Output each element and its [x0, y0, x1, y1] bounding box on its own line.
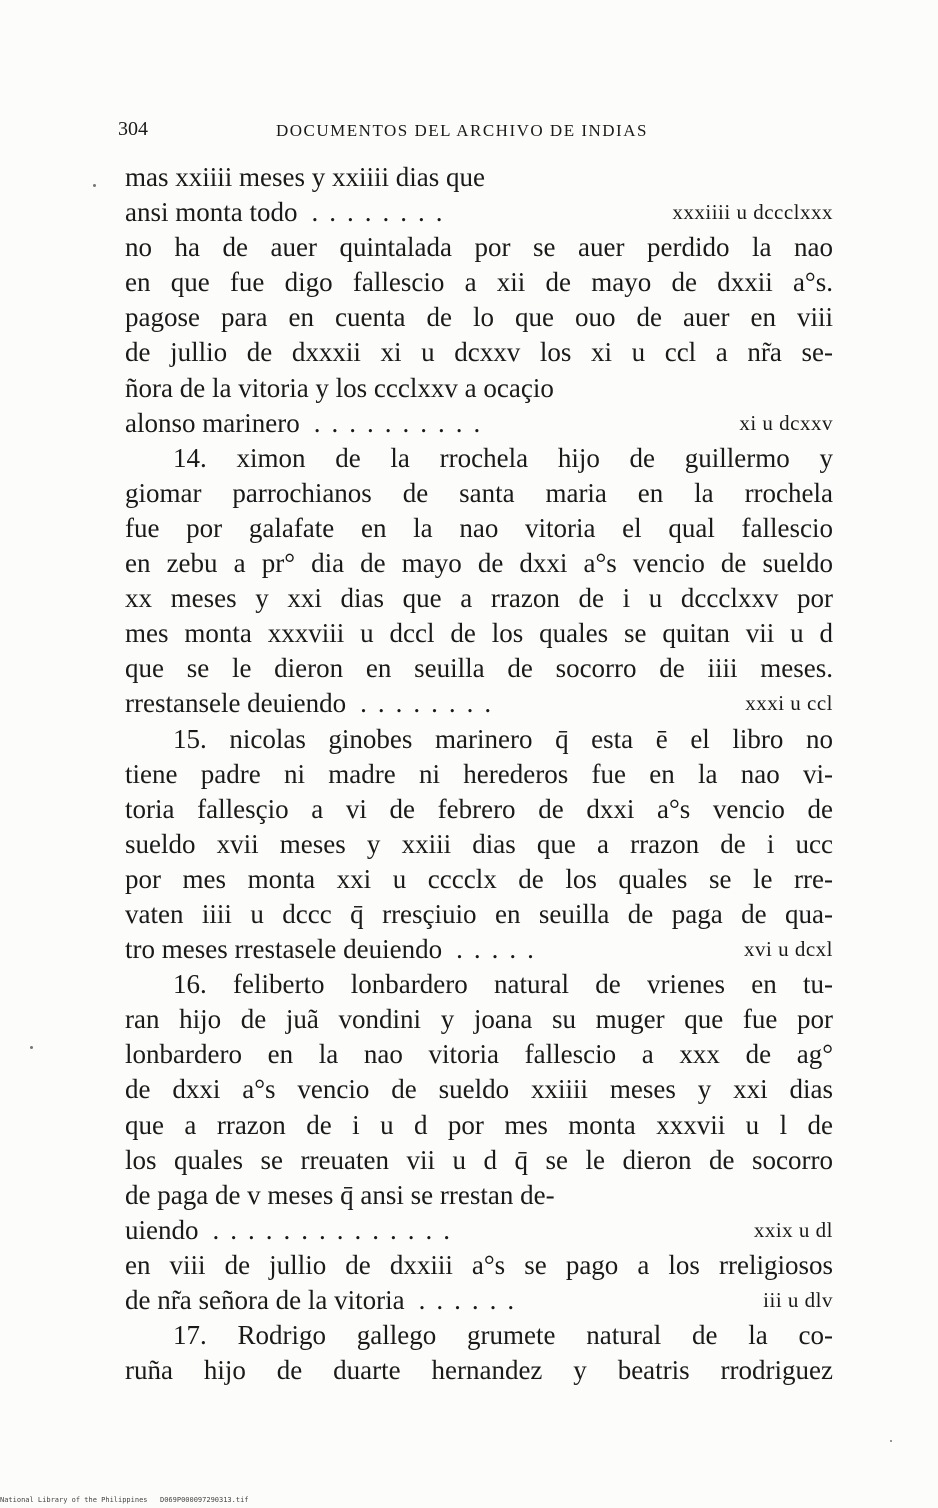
entry-amount: xxix u dl: [753, 1217, 833, 1242]
text-line: giomar parrochianos de santa maria en la rrochela: [125, 477, 833, 508]
scan-filename: D069P000097290313.tif: [160, 1496, 249, 1504]
entry-heading-15: 15. nicolas ginobes marinero q̄ esta ē el libro no: [173, 723, 833, 754]
text-line: en que fue digo fallescio a xii de mayo de dxxii a°s.: [125, 267, 833, 298]
running-title: DOCUMENTOS DEL ARCHIVO DE INDIAS: [276, 121, 648, 140]
entry-text: rrestansele deuiendo: [125, 688, 347, 719]
ledger-entry: [125, 686, 833, 721]
leader-dots: ........: [360, 688, 503, 719]
text-line: por mes monta xxi u cccclx de los quales se le rre-: [125, 863, 833, 894]
entry-amount: iii u dlv: [763, 1288, 833, 1312]
entry-heading-14: 14. ximon de la rrochela hijo de guillermo y: [173, 442, 833, 473]
text-line: tiene padre ni madre ni herederos fue en la nao vi-: [125, 758, 833, 789]
page-number: 304: [118, 118, 148, 140]
entry-amount: xxxi u ccl: [745, 691, 833, 716]
scan-footer: [0, 1496, 938, 1508]
text-line: que a rrazon de i u d por mes monta xxxvii u l de: [125, 1109, 833, 1140]
entry-text: uiendo: [125, 1214, 199, 1245]
text-line: de jullio de dxxxii xi u dcxxv los xi u ccl a nr̃a se-: [125, 337, 833, 368]
text-line: pagose para en cuenta de lo que ouo de auer en viii: [125, 302, 833, 333]
text-line: xx meses y xxi dias que a rrazon de i u dccclxxv por: [125, 583, 833, 614]
page-body: [125, 160, 833, 1388]
text-line: vaten iiii u dccc q̄ rresçiuio en seuilla de paga de qua-: [125, 898, 833, 929]
text-line: en viii de jullio de dxxiii a°s se pago a los rreligiosos: [125, 1249, 833, 1280]
text-line: de dxxi a°s vencio de sueldo xxiiii meses y xxi dias: [125, 1074, 833, 1105]
text-line: fue por galafate en la nao vitoria el qual fallescio: [125, 512, 833, 543]
scan-speck: [93, 184, 96, 187]
scan-speck: [30, 1046, 33, 1049]
text-line: en zebu a pr° dia de mayo de dxxi a°s vencio de sueldo: [125, 548, 833, 579]
entry-text: ansi monta todo: [125, 197, 298, 228]
text-line: que se le dieron en seuilla de socorro de iiii meses.: [125, 653, 833, 684]
ledger-entry: [125, 1283, 833, 1318]
leader-dots: .....: [456, 934, 545, 965]
running-header: [118, 118, 833, 144]
entry-text: alonso marinero: [125, 407, 300, 438]
text-line: no ha de auer quintalada por se auer perdido la nao: [125, 232, 833, 263]
entry-text: de nr̃a señora de la vitoria: [125, 1285, 405, 1315]
entry-amount: xvi u dcxl: [744, 937, 833, 962]
text-line: lonbardero en la nao vitoria fallescio a xxx de ag°: [125, 1039, 833, 1070]
ledger-entry: [125, 195, 833, 230]
leader-dots: ......: [418, 1285, 526, 1315]
entry-amount: xi u dcxxv: [739, 410, 833, 435]
leader-dots: ..........: [313, 407, 492, 438]
leader-dots: ..............: [212, 1214, 461, 1245]
ledger-entry: [125, 932, 833, 967]
text-line: los quales se rreuaten vii u d q̄ se le dieron de socorro: [125, 1144, 833, 1175]
entry-heading-17: 17. Rodrigo gallego grumete natural de la co-: [173, 1320, 833, 1351]
entry-heading-16: 16. feliberto lonbardero natural de vrienes en tu-: [173, 969, 833, 1000]
text-line: sueldo xvii meses y xxiii dias que a rrazon de i ucc: [125, 828, 833, 859]
library-credit: National Library of the Philippines: [0, 1496, 148, 1504]
entry-amount: xxxiiii u dccclxxx: [672, 200, 833, 225]
text-line: ñora de la vitoria y los ccclxxv a ocaçio: [125, 372, 554, 403]
ledger-entry: [125, 1213, 833, 1248]
scan-speck: [890, 1440, 892, 1442]
text-line: ran hijo de juã vondini y joana su muger que fue por: [125, 1004, 833, 1035]
entry-text: tro meses rrestasele deuiendo: [125, 934, 443, 965]
text-line: ruña hijo de duarte hernandez y beatris rrodriguez: [125, 1355, 833, 1386]
text-line: mes monta xxxviii u dccl de los quales se quitan vii u d: [125, 618, 833, 649]
text-line: toria fallesçio a vi de febrero de dxxi a°s vencio de: [125, 793, 833, 824]
text-line: mas xxiiii meses y xxiiii dias que: [125, 162, 485, 192]
leader-dots: ........: [311, 197, 454, 228]
ledger-entry: [125, 406, 833, 441]
text-line: de paga de v meses q̄ ansi se rrestan de-: [125, 1179, 555, 1210]
